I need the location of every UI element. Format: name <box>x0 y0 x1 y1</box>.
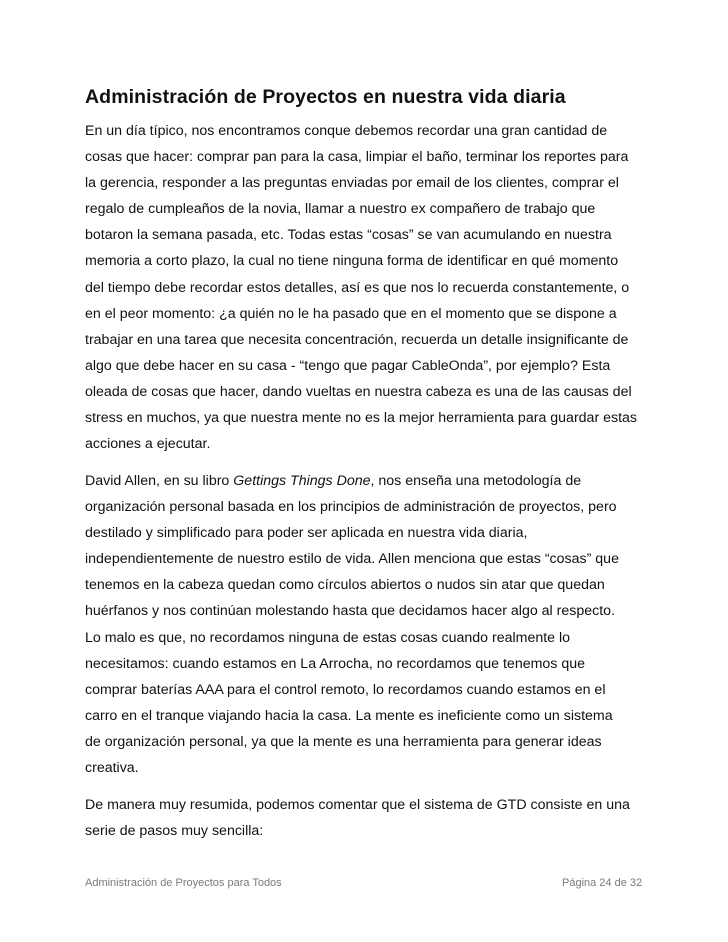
paragraph-line: carro en el tranque viajando hacia la casa. La mente es ineficiente como un sistema <box>85 707 613 724</box>
paragraph-3 <box>85 792 665 844</box>
paragraph-line: organización personal basada en los principios de administración de proyectos, pero <box>85 499 617 516</box>
book-title: Gettings Things Done <box>233 473 371 489</box>
paragraph-line: regalo de cumpleaños de la novia, llamar a nuestro ex compañero de trabajo que <box>85 201 596 218</box>
paragraph-line: memoria a corto plazo, la cual no tiene ninguna forma de identificar en qué momento <box>85 253 619 270</box>
paragraph-line: trabajar en una tarea que necesita concentración, recuerda un detalle insignificante de <box>85 331 629 348</box>
footer-document-title: Administración de Proyectos para Todos <box>85 877 282 889</box>
paragraph-line: oleada de cosas que hacer, dando vueltas en nuestra cabeza es una de las causas del <box>85 383 632 400</box>
paragraph-line: huérfanos y nos continúan molestando hasta que decidamos hacer algo al respecto. <box>85 603 616 620</box>
paragraph-line <box>85 468 665 494</box>
paragraph-line: creativa. <box>85 760 139 777</box>
paragraph-line: serie de pasos muy sencilla: <box>85 823 264 840</box>
text-run: David Allen, en su libro <box>85 473 234 489</box>
paragraph-line: Lo malo es que, no recordamos ninguna de estas cosas cuando realmente lo <box>85 629 571 646</box>
paragraph-line: de organización personal, ya que la mente es una herramienta para generar ideas <box>85 733 602 750</box>
paragraph-line: De manera muy resumida, podemos comentar que el sistema de GTD consiste en una <box>85 797 630 813</box>
paragraph-line: la gerencia, responder a las preguntas enviadas por email de los clientes, comprar el <box>85 175 619 192</box>
paragraph-line: independientemente de nuestro estilo de vida. Allen menciona que estas “cosas” que <box>85 551 619 568</box>
paragraph-line: cosas que hacer: comprar pan para la casa, limpiar el baño, terminar los reportes para <box>85 149 629 166</box>
paragraph-1 <box>85 118 665 457</box>
paragraph-line: en el peor momento: ¿a quién no le ha pasado que en el momento que se dispone a <box>85 305 617 322</box>
paragraph-line: En un día típico, nos encontramos conque debemos recordar una gran cantidad de <box>85 123 608 139</box>
paragraph-line: tenemos en la cabeza quedan como círculos abiertos o nudos sin atar que quedan <box>85 577 605 594</box>
paragraph-line: stress en muchos, ya que nuestra mente no es la mejor herramienta para guardar estas <box>85 410 638 427</box>
text-run: , nos enseña una metodología de <box>370 473 582 489</box>
paragraph-line: acciones a ejecutar. <box>85 436 211 453</box>
page-title: Administración de Proyectos en nuestra vida diaria <box>85 86 566 108</box>
paragraph-line: comprar baterías AAA para el control remoto, lo recordamos cuando estamos en el <box>85 681 606 698</box>
paragraph-line: botaron la semana pasada, etc. Todas estas “cosas” se van acumulando en nuestra <box>85 227 612 244</box>
paragraph-line: necesitamos: cuando estamos en La Arrocha, no recordamos que tenemos que <box>85 655 586 672</box>
paragraph-2 <box>85 468 665 781</box>
paragraph-line: destilado y simplificado para poder ser aplicada en nuestra vida diaria, <box>85 525 528 542</box>
paragraph-line: del tiempo debe recordar estos detalles, así es que nos lo recuerda constantemente, o <box>85 279 630 296</box>
footer-page-number: Página 24 de 32 <box>562 877 643 889</box>
paragraph-line: algo que debe hacer en su casa - “tengo que pagar CableOnda”, por ejemplo? Esta <box>85 357 611 374</box>
